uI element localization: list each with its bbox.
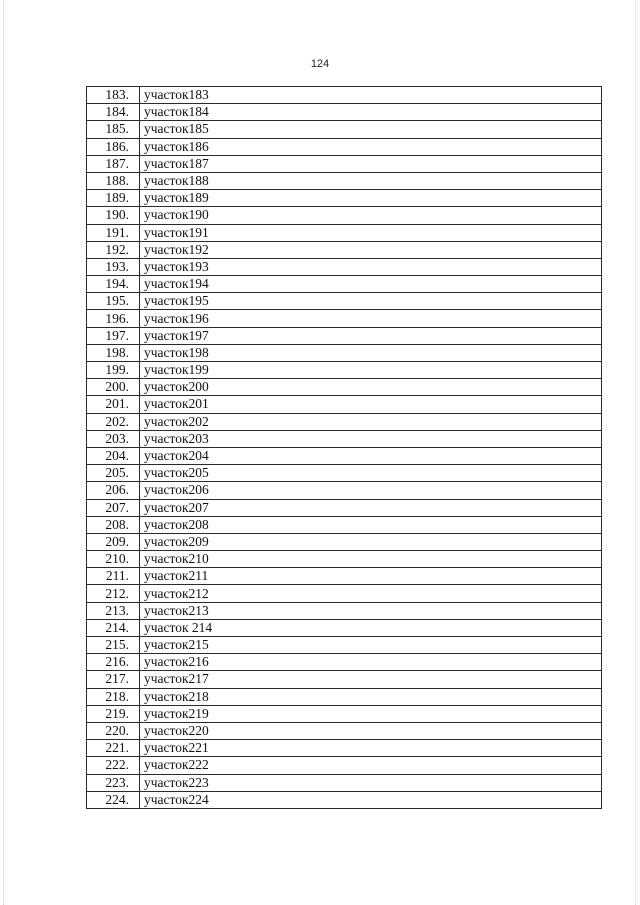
plot-name: участок207 — [140, 499, 602, 516]
table-row — [87, 138, 602, 155]
table-row — [87, 482, 602, 499]
plot-name: участок190 — [140, 207, 602, 224]
table-row — [87, 516, 602, 533]
row-number: 191. — [87, 224, 140, 241]
table-row — [87, 447, 602, 464]
row-number: 206. — [87, 482, 140, 499]
table-row — [87, 87, 602, 104]
table-row — [87, 310, 602, 327]
row-number: 218. — [87, 688, 140, 705]
row-number: 201. — [87, 396, 140, 413]
plot-name: участок199 — [140, 362, 602, 379]
table-row — [87, 362, 602, 379]
plot-name: участок205 — [140, 465, 602, 482]
row-number: 202. — [87, 413, 140, 430]
plot-name: участок193 — [140, 258, 602, 275]
plot-name: участок188 — [140, 172, 602, 189]
plot-name: участок223 — [140, 774, 602, 791]
row-number: 183. — [87, 87, 140, 104]
row-number: 193. — [87, 258, 140, 275]
table-row — [87, 671, 602, 688]
table-row — [87, 585, 602, 602]
row-number: 217. — [87, 671, 140, 688]
row-number: 192. — [87, 241, 140, 258]
table-row — [87, 619, 602, 636]
row-number: 215. — [87, 637, 140, 654]
table-row — [87, 379, 602, 396]
row-number: 212. — [87, 585, 140, 602]
plot-name: участок209 — [140, 533, 602, 550]
row-number: 194. — [87, 276, 140, 293]
table-row — [87, 774, 602, 791]
plot-name: участок194 — [140, 276, 602, 293]
table-row — [87, 722, 602, 739]
row-number: 187. — [87, 155, 140, 172]
plot-name: участок192 — [140, 241, 602, 258]
plot-name: участок212 — [140, 585, 602, 602]
table-row — [87, 172, 602, 189]
row-number: 208. — [87, 516, 140, 533]
row-number: 196. — [87, 310, 140, 327]
plot-name: участок219 — [140, 705, 602, 722]
plot-name: участок202 — [140, 413, 602, 430]
table-row — [87, 637, 602, 654]
table-row — [87, 465, 602, 482]
table-row — [87, 688, 602, 705]
plot-name: участок221 — [140, 740, 602, 757]
plots-table — [86, 86, 602, 809]
table-row — [87, 430, 602, 447]
page-number: 124 — [310, 58, 330, 70]
row-number: 207. — [87, 499, 140, 516]
plot-name: участок216 — [140, 654, 602, 671]
plots-table-body — [87, 87, 602, 809]
row-number: 200. — [87, 379, 140, 396]
table-row — [87, 190, 602, 207]
row-number: 197. — [87, 327, 140, 344]
plot-name: участок220 — [140, 722, 602, 739]
table-row — [87, 258, 602, 275]
plot-name: участок204 — [140, 447, 602, 464]
row-number: 190. — [87, 207, 140, 224]
plot-name: участок196 — [140, 310, 602, 327]
row-number: 203. — [87, 430, 140, 447]
row-number: 198. — [87, 344, 140, 361]
row-number: 195. — [87, 293, 140, 310]
table-row — [87, 499, 602, 516]
plot-name: участок191 — [140, 224, 602, 241]
plot-name: участок211 — [140, 568, 602, 585]
table-row — [87, 293, 602, 310]
row-number: 214. — [87, 619, 140, 636]
table-row — [87, 207, 602, 224]
row-number: 186. — [87, 138, 140, 155]
plot-name: участок197 — [140, 327, 602, 344]
row-number: 189. — [87, 190, 140, 207]
table-row — [87, 104, 602, 121]
plot-name: участок217 — [140, 671, 602, 688]
row-number: 224. — [87, 791, 140, 808]
table-row — [87, 757, 602, 774]
table-row — [87, 568, 602, 585]
plot-name: участок206 — [140, 482, 602, 499]
plot-name: участок 214 — [140, 619, 602, 636]
plot-name: участок187 — [140, 155, 602, 172]
plot-name: участок218 — [140, 688, 602, 705]
row-number: 204. — [87, 447, 140, 464]
plot-name: участок185 — [140, 121, 602, 138]
scan-edge-right — [635, 0, 636, 905]
table-row — [87, 121, 602, 138]
table-row — [87, 740, 602, 757]
table-row — [87, 241, 602, 258]
table-row — [87, 344, 602, 361]
row-number: 223. — [87, 774, 140, 791]
table-row — [87, 791, 602, 808]
table-row — [87, 654, 602, 671]
plot-name: участок186 — [140, 138, 602, 155]
table-row — [87, 155, 602, 172]
plot-name: участок222 — [140, 757, 602, 774]
row-number: 205. — [87, 465, 140, 482]
plot-name: участок200 — [140, 379, 602, 396]
plot-name: участок189 — [140, 190, 602, 207]
table-row — [87, 533, 602, 550]
row-number: 220. — [87, 722, 140, 739]
plot-name: участок210 — [140, 551, 602, 568]
plot-name: участок215 — [140, 637, 602, 654]
row-number: 184. — [87, 104, 140, 121]
table-row — [87, 413, 602, 430]
plot-name: участок213 — [140, 602, 602, 619]
row-number: 188. — [87, 172, 140, 189]
row-number: 213. — [87, 602, 140, 619]
row-number: 185. — [87, 121, 140, 138]
table-row — [87, 327, 602, 344]
row-number: 221. — [87, 740, 140, 757]
plot-name: участок224 — [140, 791, 602, 808]
table-row — [87, 602, 602, 619]
plot-name: участок183 — [140, 87, 602, 104]
table-row — [87, 276, 602, 293]
plot-name: участок198 — [140, 344, 602, 361]
table-row — [87, 224, 602, 241]
row-number: 199. — [87, 362, 140, 379]
row-number: 222. — [87, 757, 140, 774]
plot-name: участок203 — [140, 430, 602, 447]
row-number: 209. — [87, 533, 140, 550]
table-row — [87, 396, 602, 413]
row-number: 211. — [87, 568, 140, 585]
table-row — [87, 705, 602, 722]
row-number: 216. — [87, 654, 140, 671]
scan-edge-left — [3, 0, 4, 905]
table-row — [87, 551, 602, 568]
row-number: 210. — [87, 551, 140, 568]
plot-name: участок184 — [140, 104, 602, 121]
plot-name: участок201 — [140, 396, 602, 413]
plot-name: участок208 — [140, 516, 602, 533]
plot-name: участок195 — [140, 293, 602, 310]
row-number: 219. — [87, 705, 140, 722]
